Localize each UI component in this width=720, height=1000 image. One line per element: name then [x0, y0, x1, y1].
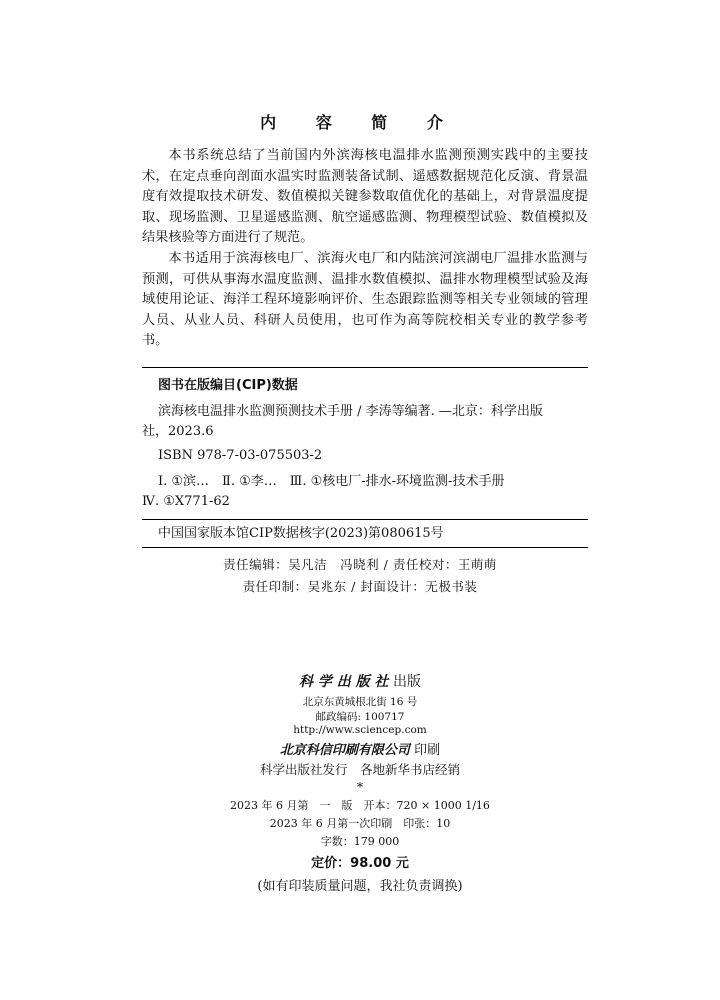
- page-title: 内 容 简 介: [260, 113, 460, 132]
- cip-record-line-1: 滨海核电温排水监测预测技术手册 / 李涛等编著. —北京：科学出版: [158, 404, 543, 419]
- cip-record-line-2: 社，2023.6: [142, 424, 214, 439]
- price: 定价：98.00 元: [311, 856, 409, 871]
- cip-top-rule: [142, 367, 588, 368]
- production-line: 责任印制：吴兆东 / 封面设计：无极书装: [242, 579, 478, 594]
- cip-heading: 图书在版编目(CIP)数据: [158, 378, 298, 393]
- quality-note: (如有印装质量问题，我社负责调换): [257, 879, 463, 894]
- separator-star: *: [356, 779, 364, 794]
- summary-paragraph-1: 本书系统总结了当前国内外滨海核电温排水监测预测实践中的主要技术，在定点垂向剖面水温实时监测装备试制、遥感数据规范化反演、背景温度有效提取技术研发、数值模拟关键参数取值优化的基础上，对背景温度提取、现场监测、卫星遥感监测、航空遥感监测、物理模型试验、数值模拟及结果核验等方面进行了规范。: [142, 148, 588, 246]
- publisher-postcode: 邮政编码: 100717: [315, 711, 405, 723]
- publisher-name: 科 学 出 版 社: [299, 674, 389, 690]
- cip-bottom-rule: [142, 547, 588, 548]
- publisher-line: [0, 671, 720, 691]
- isbn-text: ISBN 978-7-03-075503-2: [158, 448, 323, 463]
- cip-number-text: 中国国家版本馆CIP数据核字(2023)第080615号: [158, 526, 444, 541]
- publisher-url: http://www.sciencep.com: [293, 724, 427, 736]
- cip-number: [142, 524, 588, 544]
- printer-line: [0, 739, 720, 758]
- cip-isbn: [142, 446, 588, 466]
- summary-paragraph-2: 本书适用于滨海核电厂、滨海火电厂和内陆滨河滨湖电厂温排水监测与预测，可供从事海水温度监测、温排水数值模拟、温排水物理模型试验及海域使用论证、海洋工程环境影响评价、生态跟踪监测等相关专业领域的管理人员、从业人员、科研人员使用，也可作为高等院校相关专业的教学参考书。: [142, 250, 588, 349]
- cip-record: [142, 402, 588, 442]
- cip-subject-line-1: Ⅰ. ①滨… Ⅱ. ①李… Ⅲ. ①核电厂-排水-环境监测-技术手册: [158, 474, 505, 489]
- editor-line: 责任编辑：吴凡洁 冯晓利 / 责任校对：王萌萌: [223, 557, 497, 572]
- edition-line: 2023 年 6 月第 一 版 开本：720 × 1000 1/16: [230, 799, 490, 812]
- content-summary: [142, 146, 588, 352]
- publisher-suffix: 出版: [392, 674, 421, 690]
- cip-subject-line-2: Ⅳ. ①X771-62: [142, 494, 230, 509]
- word-count: 字数：179 000: [320, 835, 400, 848]
- printing-line: 2023 年 6 月第一次印刷 印张：10: [269, 817, 451, 830]
- distribution-line: 科学出版社发行 各地新华书店经销: [259, 762, 460, 777]
- publisher-address: 北京东黄城根北街 16 号: [302, 696, 418, 708]
- cip-subjects: [142, 472, 588, 512]
- printer-suffix: 印刷: [414, 743, 441, 758]
- cip-mid-rule: [142, 519, 588, 520]
- printer-name: 北京科信印刷有限公司: [279, 743, 410, 758]
